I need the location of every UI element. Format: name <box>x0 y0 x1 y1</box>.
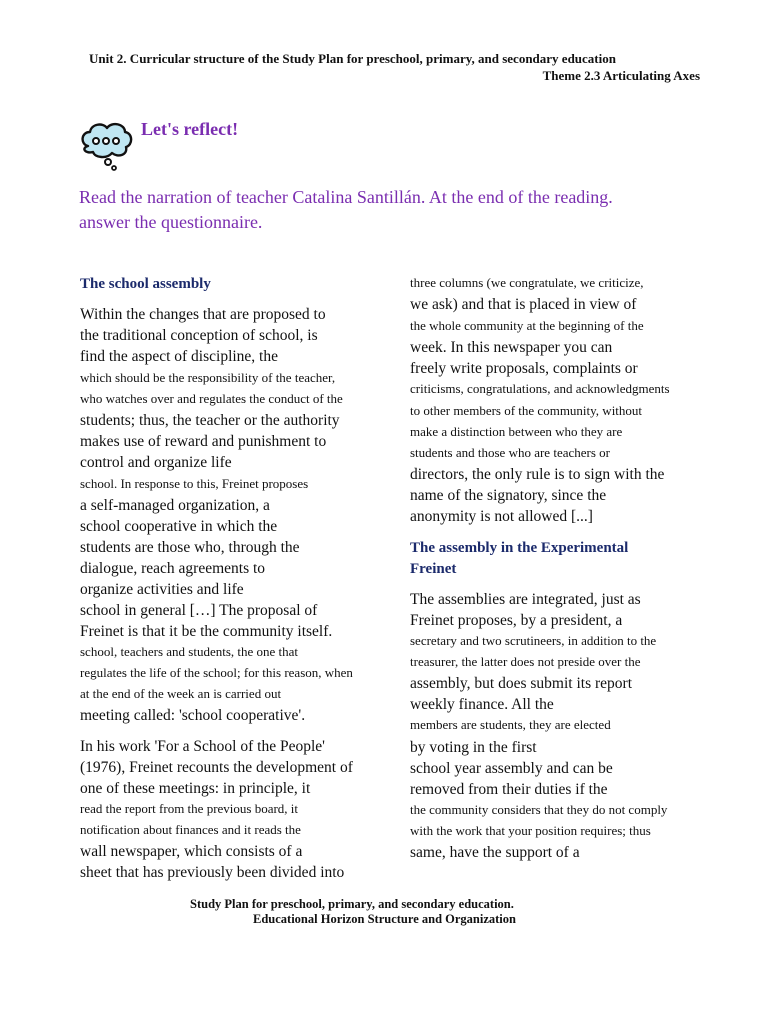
paragraph-line: members are students, they are elected <box>410 717 611 732</box>
footer-line-2: Educational Horizon Structure and Organization <box>253 912 516 926</box>
paragraph-line: week. In this newspaper you can <box>410 339 613 356</box>
paragraph-line: wall newspaper, which consists of a <box>80 843 303 860</box>
paragraph-line: we ask) and that is placed in view of <box>410 296 637 313</box>
paragraph-line: dialogue, reach agreements to <box>80 560 266 577</box>
paragraph-line: organize activities and life <box>80 581 244 598</box>
paragraph-line: school, teachers and students, the one that <box>80 644 299 659</box>
paragraph-line: one of these meetings: in principle, it <box>80 780 311 797</box>
section-heading-experimental-freinet: Freinet <box>410 561 457 577</box>
paragraph-line: students are those who, through the <box>80 539 300 556</box>
paragraph-line: by voting in the first <box>410 739 537 756</box>
paragraph-line: treasurer, the latter does not preside over the <box>410 654 641 669</box>
paragraph-line: sheet that has previously been divided into <box>80 864 345 881</box>
paragraph-line: the whole community at the beginning of the <box>410 318 644 333</box>
section-heading-school-assembly: The school assembly <box>80 276 211 292</box>
paragraph-line: freely write proposals, complaints or <box>410 360 638 377</box>
instruction-line: answer the questionnaire. <box>79 212 263 232</box>
paragraph-line: three columns (we congratulate, we criticize, <box>410 275 644 290</box>
paragraph-line: Within the changes that are proposed to <box>80 306 326 323</box>
paragraph-line: students; thus, the teacher or the authority <box>80 412 340 429</box>
paragraph-line: school cooperative in which the <box>80 518 278 535</box>
reflect-instruction <box>79 185 699 235</box>
paragraph-line: at the end of the week an is carried out <box>80 686 282 701</box>
paragraph-line: school. In response to this, Freinet proposes <box>80 476 309 491</box>
header-unit-title: Unit 2. Curricular structure of the Study Plan for preschool, primary, and secondary education <box>89 51 616 66</box>
paragraph-line: students and those who are teachers or <box>410 445 610 460</box>
paragraph-line: school year assembly and can be <box>410 760 613 777</box>
paragraph-line: a self-managed organization, a <box>80 497 270 514</box>
paragraph-line: school in general […] The proposal of <box>80 602 318 619</box>
paragraph-line: notification about finances and it reads the <box>80 822 301 837</box>
paragraph-line: Freinet proposes, by a president, a <box>410 612 623 629</box>
paragraph-line: In his work 'For a School of the People' <box>80 738 325 755</box>
reflect-title: Let's reflect! <box>141 119 239 139</box>
paragraph-line: makes use of reward and punishment to <box>80 433 327 450</box>
paragraph-line: directors, the only rule is to sign with the <box>410 466 665 483</box>
paragraph-line: who watches over and regulates the conduct of the <box>80 391 343 406</box>
footer-line-1: Study Plan for preschool, primary, and secondary education. <box>190 897 514 911</box>
paragraph-line: with the work that your position requires; thus <box>410 823 651 838</box>
paragraph-line: secretary and two scrutineers, in addition to the <box>410 633 657 648</box>
thought-cloud-icon <box>78 120 134 172</box>
paragraph-line: make a distinction between who they are <box>410 424 623 439</box>
paragraph-line: criticisms, congratulations, and acknowledgments <box>410 381 670 396</box>
paragraph-line: name of the signatory, since the <box>410 487 607 504</box>
paragraph-line: control and organize life <box>80 454 232 471</box>
paragraph-line: anonymity is not allowed [...] <box>410 508 593 525</box>
paragraph-line: meeting called: 'school cooperative'. <box>80 707 306 724</box>
paragraph-line: Freinet is that it be the community itself. <box>80 623 333 640</box>
paragraph-line: removed from their duties if the <box>410 781 608 798</box>
paragraph-line: read the report from the previous board, it <box>80 801 299 816</box>
paragraph-line: (1976), Freinet recounts the development of <box>80 759 353 776</box>
header-theme-title: Theme 2.3 Articulating Axes <box>542 68 700 83</box>
paragraph-line: assembly, but does submit its report <box>410 675 633 692</box>
paragraph-line: the community considers that they do not comply <box>410 802 668 817</box>
paragraph-line: weekly finance. All the <box>410 696 554 713</box>
paragraph-line: find the aspect of discipline, the <box>80 348 278 365</box>
paragraph-line: The assemblies are integrated, just as <box>410 591 641 608</box>
paragraph-line: same, have the support of a <box>410 844 580 861</box>
section-heading-experimental-freinet: The assembly in the Experimental <box>410 540 629 556</box>
paragraph-line: the traditional conception of school, is <box>80 327 318 344</box>
paragraph-line: which should be the responsibility of the teacher, <box>80 370 336 385</box>
instruction-line: Read the narration of teacher Catalina Santillán. At the end of the reading. <box>79 187 613 207</box>
paragraph-line: to other members of the community, without <box>410 403 643 418</box>
paragraph-line: regulates the life of the school; for this reason, when <box>80 665 353 680</box>
